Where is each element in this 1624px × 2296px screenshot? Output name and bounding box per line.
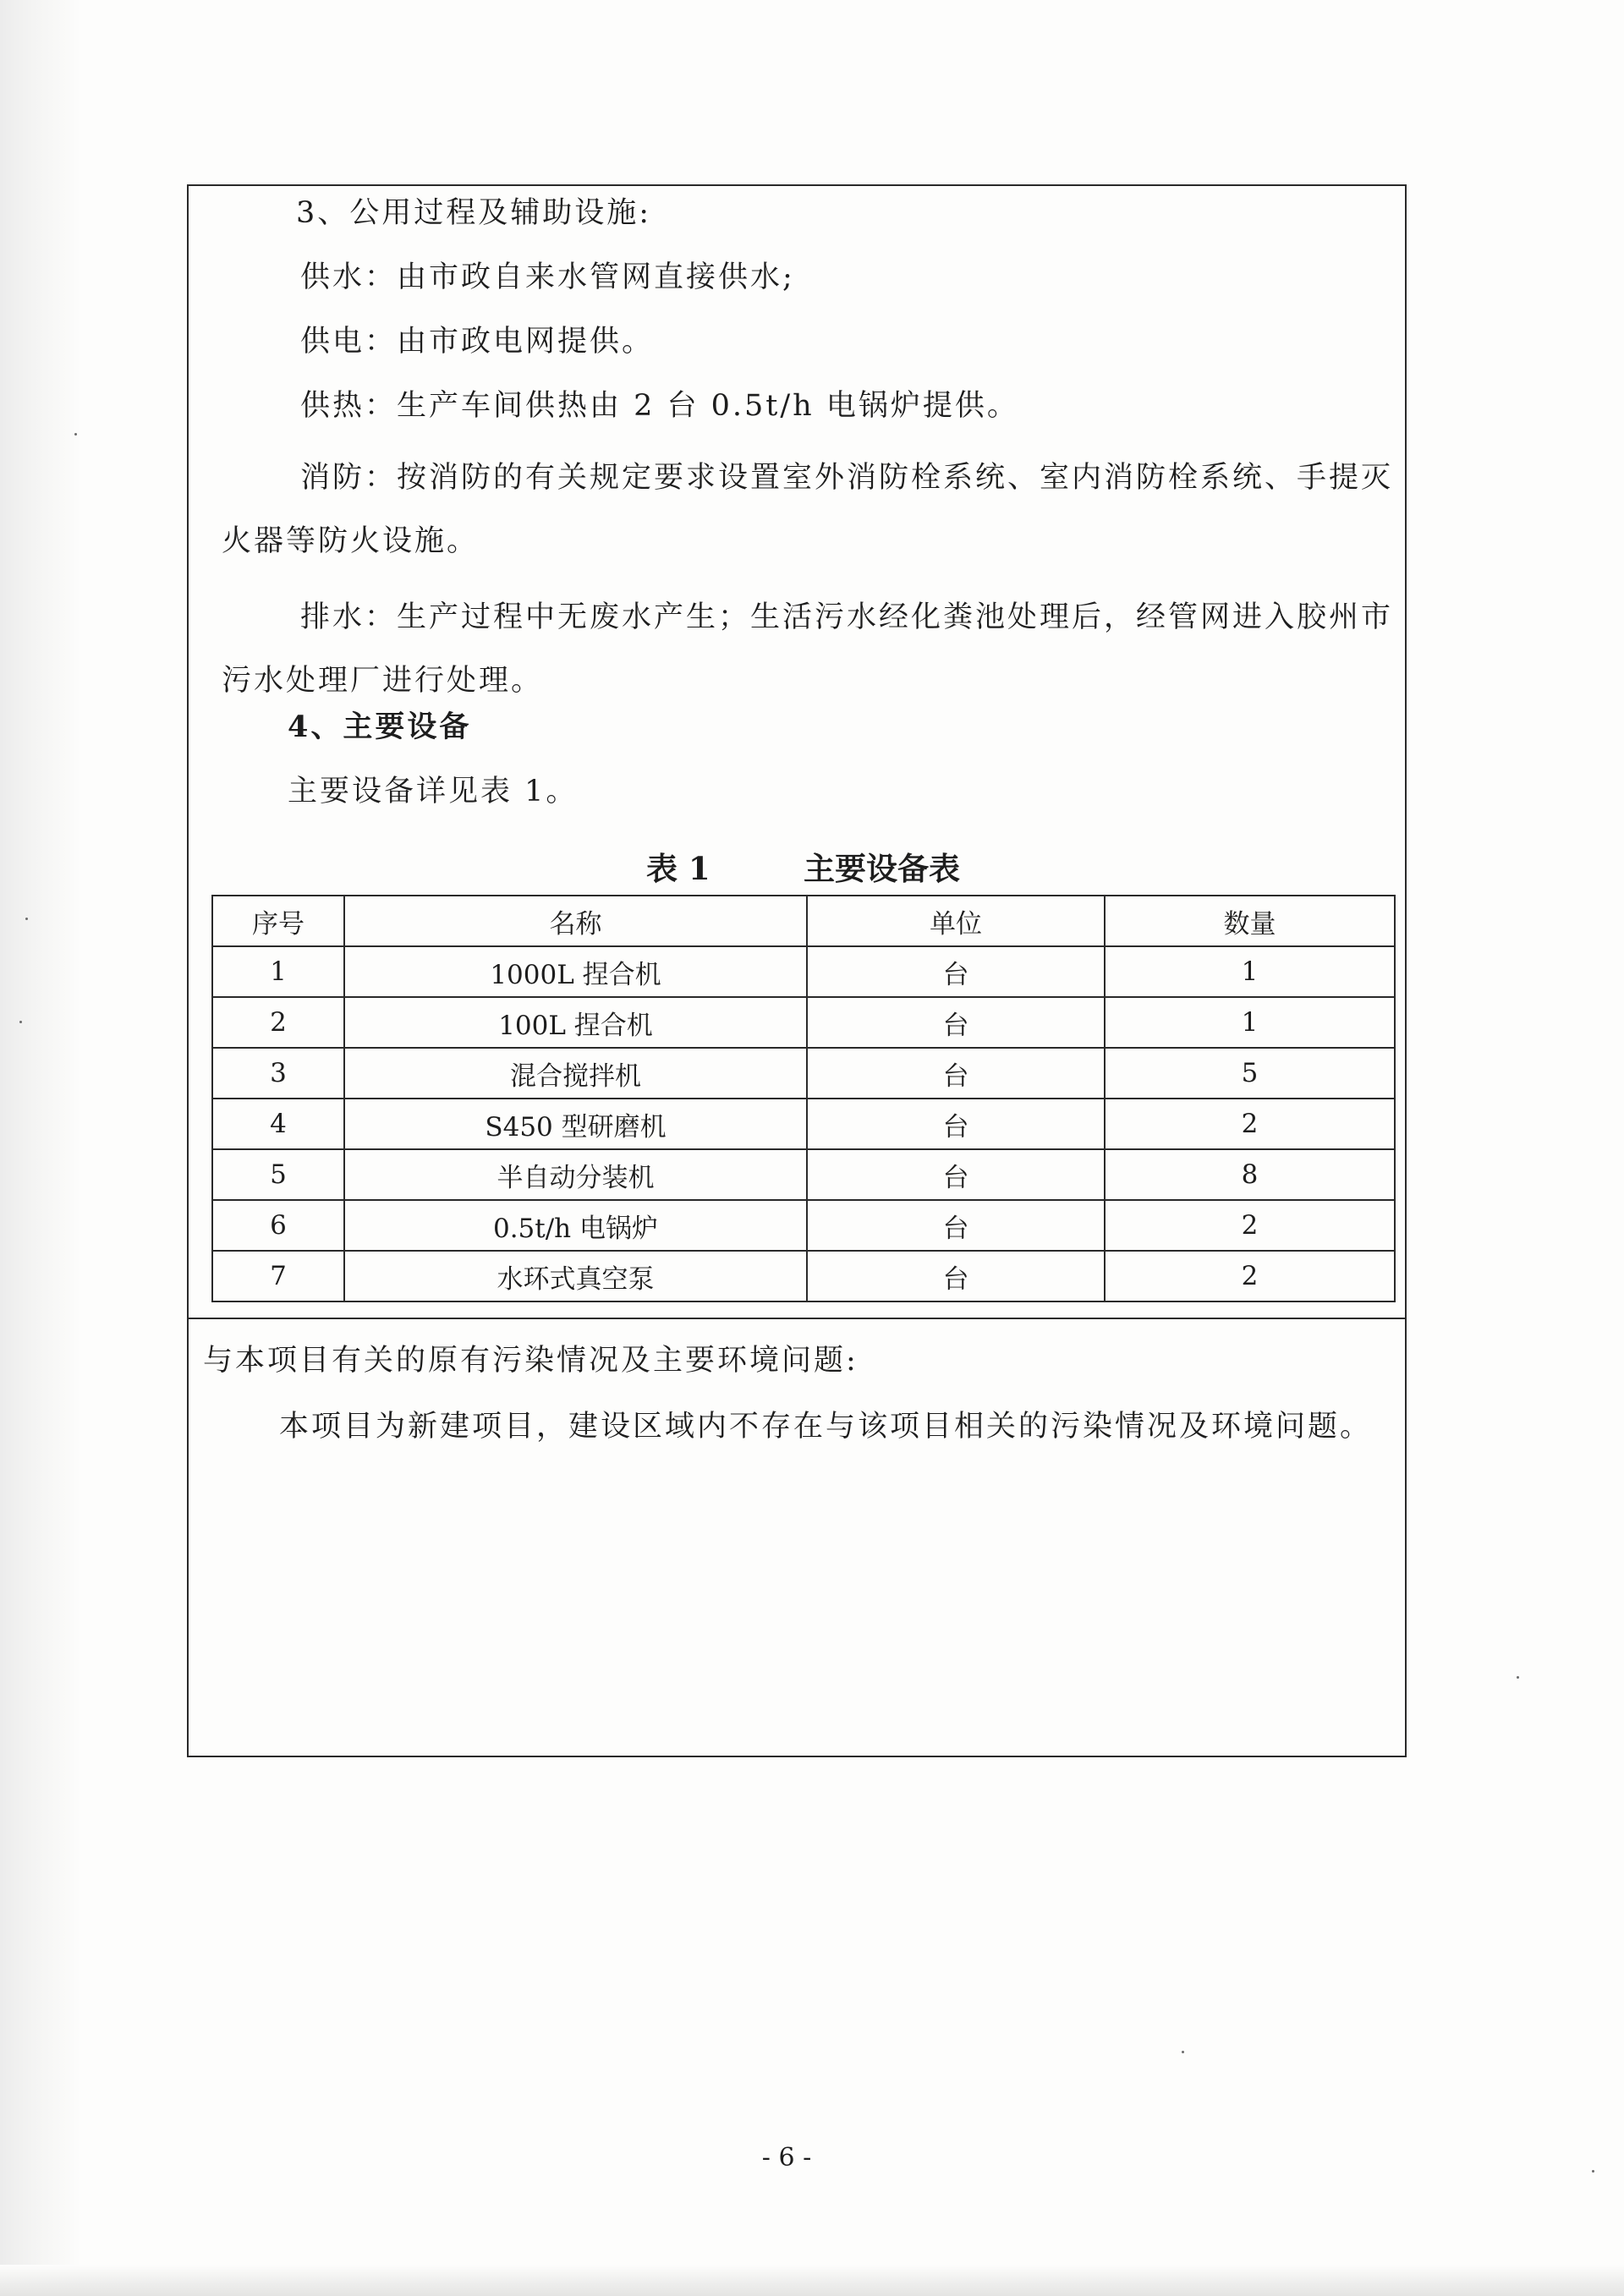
- header-no: 序号: [212, 896, 344, 946]
- scan-shadow-left: [0, 0, 80, 2296]
- pollution-body: 本项目为新建项目，建设区域内不存在与该项目相关的污染情况及环境问题。: [279, 1410, 1373, 1444]
- table-row: [212, 1200, 1395, 1251]
- header-name: 名称: [344, 896, 807, 946]
- drainage-text: 排水：生产过程中无废水产生；生活污水经化粪池处理后，经管网进入胶州市污水处理厂进行处理。: [222, 600, 1394, 698]
- heat-supply-text: 供热：生产车间供热由 2 台 0.5t/h 电锅炉提供。: [300, 389, 1019, 423]
- cell-no: 2: [212, 997, 344, 1048]
- header-qty: 数量: [1105, 896, 1395, 946]
- cell-unit: 台: [807, 997, 1105, 1048]
- cell-unit: 台: [807, 946, 1105, 997]
- section-divider: [187, 1318, 1407, 1319]
- water-supply-text: 供水：由市政自来水管网直接供水;: [300, 260, 795, 294]
- equipment-table: [211, 895, 1396, 1302]
- cell-name: 0.5t/h 电锅炉: [344, 1200, 807, 1251]
- section4-heading: 4、主要设备: [288, 710, 472, 744]
- power-supply-text: 供电：由市政电网提供。: [300, 325, 655, 359]
- table-row: [212, 1099, 1395, 1149]
- scan-speck: [1592, 2170, 1594, 2173]
- cell-qty: 1: [1105, 997, 1395, 1048]
- header-unit: 单位: [807, 896, 1105, 946]
- cell-no: 7: [212, 1251, 344, 1301]
- cell-name: 1000L 捏合机: [344, 946, 807, 997]
- page-number: - 6 -: [761, 2143, 812, 2173]
- scan-speck: [74, 433, 77, 436]
- cell-unit: 台: [807, 1149, 1105, 1200]
- scan-speck: [19, 1021, 22, 1023]
- cell-name: 半自动分装机: [344, 1149, 807, 1200]
- cell-qty: 2: [1105, 1200, 1395, 1251]
- cell-qty: 8: [1105, 1149, 1395, 1200]
- table-row: [212, 997, 1395, 1048]
- cell-no: 3: [212, 1048, 344, 1099]
- section4-intro: 主要设备详见表 1。: [288, 775, 579, 808]
- cell-name: 混合搅拌机: [344, 1048, 807, 1099]
- cell-unit: 台: [807, 1200, 1105, 1251]
- table-header-row: [212, 896, 1395, 946]
- cell-no: 6: [212, 1200, 344, 1251]
- cell-qty: 2: [1105, 1251, 1395, 1301]
- table-row: [212, 946, 1395, 997]
- cell-no: 5: [212, 1149, 344, 1200]
- cell-name: 100L 捏合机: [344, 997, 807, 1048]
- scan-speck: [25, 918, 28, 920]
- fire-protection-text: 消防：按消防的有关规定要求设置室外消防栓系统、室内消防栓系统、手提灭火器等防火设施。: [222, 461, 1394, 558]
- cell-unit: 台: [807, 1099, 1105, 1149]
- cell-unit: 台: [807, 1251, 1105, 1301]
- table-caption-title: 主要设备表: [804, 850, 960, 887]
- cell-qty: 5: [1105, 1048, 1395, 1099]
- table-caption-number: 表 1: [646, 850, 710, 887]
- cell-name: 水环式真空泵: [344, 1251, 807, 1301]
- cell-name: S450 型研磨机: [344, 1099, 807, 1149]
- table-row: [212, 1048, 1395, 1099]
- table-row: [212, 1149, 1395, 1200]
- pollution-heading: 与本项目有关的原有污染情况及主要环境问题:: [203, 1344, 859, 1378]
- section3-heading: 3、公用过程及辅助设施:: [296, 196, 652, 230]
- cell-qty: 1: [1105, 946, 1395, 997]
- cell-no: 4: [212, 1099, 344, 1149]
- cell-no: 1: [212, 946, 344, 997]
- scan-speck: [1517, 1676, 1519, 1679]
- scan-speck: [1182, 2051, 1184, 2053]
- table-row: [212, 1251, 1395, 1301]
- cell-qty: 2: [1105, 1099, 1395, 1149]
- scan-shadow-bottom: [0, 2265, 1624, 2296]
- cell-unit: 台: [807, 1048, 1105, 1099]
